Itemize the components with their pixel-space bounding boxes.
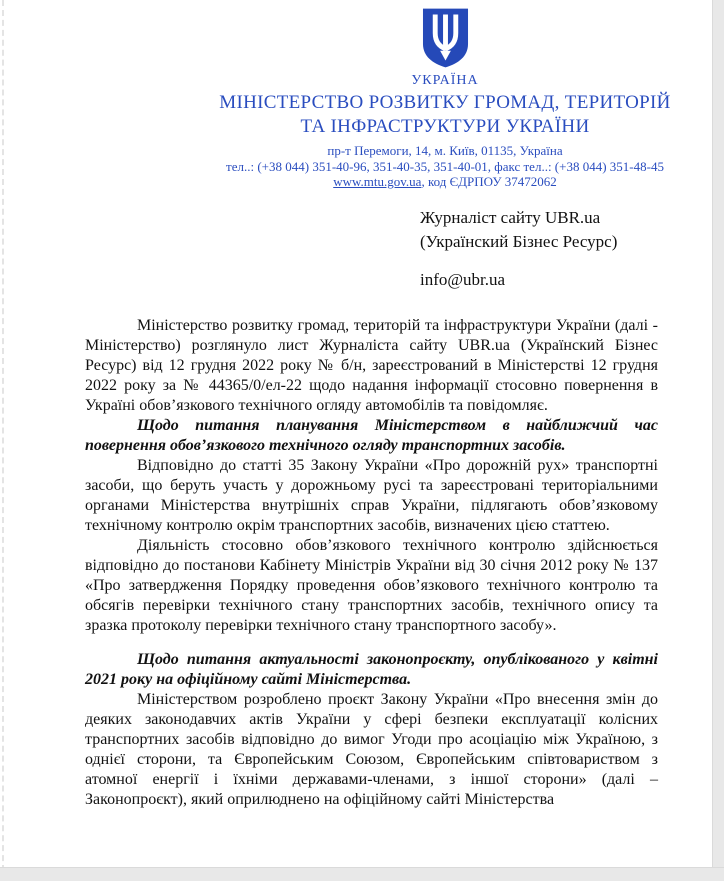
recipient-block	[420, 206, 617, 292]
letterhead	[0, 0, 724, 190]
recipient-email: info@ubr.ua	[420, 270, 506, 289]
body-paragraph-6: Міністерством розроблено проєкт Закону України «Про внесення змін до деяких законодавчих актів України у сфері безпеки експлуатації колісних транспортних засобів відповідно до вимог Угоди про асоціацію між Україною, з однієї сторони, та Європейським Союзом, Європейським співтовариством з атомної енергії і їхніми державами-членами, з іншої сторони» (далі – Законопроєкт), який оприлюднено на офіційному сайті Міністерства	[85, 691, 658, 808]
country-name: УКРАЇНА	[411, 73, 479, 88]
address-line: пр-т Перемоги, 14, м. Київ, 01135, Україна	[327, 143, 563, 158]
body-paragraph-2-subject: Щодо питання планування Міністерством в найближчий час повернення обов’язкового технічного огляду транспортних засобів.	[85, 417, 658, 454]
ministry-name-line1: МІНІСТЕРСТВО РОЗВИТКУ ГРОМАД, ТЕРИТОРІЙ	[219, 92, 671, 113]
body-paragraph-1: Міністерство розвитку громад, територій та інфраструктури України (далі - Міністерство) розглянуло лист Журналіста сайту UBR.ua (Українский Бізнес Ресурс) від 12 грудня 2022 року № б/н, зареєстрований в Міністерстві 12 грудня 2022 року за № 44365/0/ел-22 щодо надання інформації стосовно повернення в Україні обов’язкового технічного огляду автомобілів та повідомляє.	[85, 317, 658, 414]
body-paragraph-3: Відповідно до статті 35 Закону України «Про дорожній рух» транспортні засоби, що беруть участь у дорожньому русі та зареєстровані територіальними органами Міністерства внутрішніх справ України, підлягають обов’язковому технічному контролю окрім транспортних засобів, визначених цією статтею.	[85, 457, 658, 534]
recipient-line-2: (Українский Бізнес Ресурс)	[420, 232, 618, 251]
page-edge-right	[712, 0, 724, 881]
letter-body	[85, 316, 658, 810]
body-paragraph-5-subject: Щодо питання актуальності законопроєкту, опублікованого у квітні 2021 року на офіційному сайті Міністерства.	[85, 651, 658, 688]
phone-fax-line: тел..: (+38 044) 351-40-96, 351-40-35, 351-40-01, факс тел..: (+38 044) 351-48-45	[226, 158, 664, 174]
ukraine-trident-emblem-icon	[422, 7, 469, 69]
website-link[interactable]: www.mtu.gov.ua	[333, 174, 422, 189]
edrpou-code: , код ЄДРПОУ 37472062	[421, 174, 557, 189]
website-edrpou-line	[90, 174, 724, 190]
body-paragraph-4: Діяльність стосовно обов’язкового технічного контролю здійснюється відповідно до постанови Кабінету Міністрів України від 30 січня 2012 року № 137 «Про затвердження Порядку проведення обов’язкового технічного контролю та обсягів перевірки технічного стану транспортних засобів, технічного опису та зразка протоколу перевірки технічного стану транспортного засобу».	[85, 537, 658, 634]
page-edge-bottom	[0, 867, 724, 881]
ministry-name-line2: ТА ІНФРАСТРУКТУРИ УКРАЇНИ	[300, 116, 590, 137]
recipient-line-1: Журналіст сайту UBR.ua	[420, 208, 601, 227]
